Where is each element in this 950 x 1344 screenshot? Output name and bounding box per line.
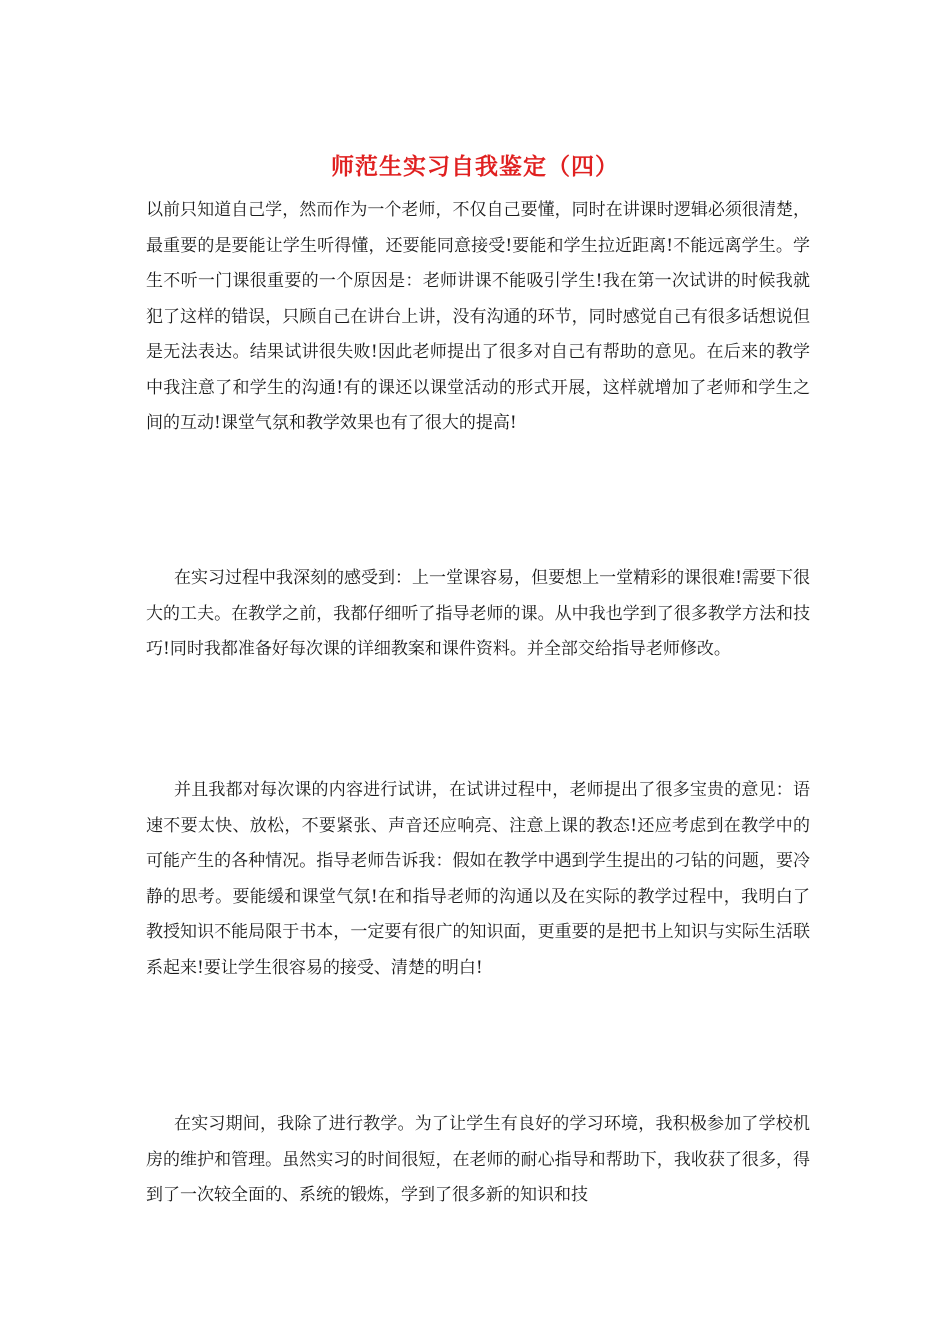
paragraph-4: 在实习期间，我除了进行教学。为了让学生有良好的学习环境，我积极参加了学校机房的维护和管理。虽然实习的时间很短，在老师的耐心指导和帮助下，我收获了很多，得到了一次较全面的、系统的锻炼，学到了很多新的知识和技 xyxy=(146,1114,810,1205)
paragraph-3: 并且我都对每次课的内容进行试讲，在试讲过程中，老师提出了很多宝贵的意见：语速不要太快、放松，不要紧张、声音还应响亮、注意上课的教态!还应考虑到在教学中的可能产生的各种情况。指导老师告诉我：假如在教学中遇到学生提出的刁钻的问题，要冷静的思考。要能缓和课堂气氛!在和指导老师的沟通以及在实际的教学过程中，我明白了教授知识不能局限于书本，一定要有很广的知识面，更重要的是把书上知识与实际生活联系起来!要让学生很容易的接受、清楚的明白! xyxy=(146,780,810,978)
paragraph-1: 以前只知道自己学，然而作为一个老师，不仅自己要懂，同时在讲课时逻辑必须很清楚，最重要的是要能让学生听得懂，还要能同意接受!要能和学生拉近距离!不能远离学生。学生不听一门课很重要的一个原因是：老师讲课不能吸引学生!我在第一次试讲的时候我就犯了这样的错误，只顾自己在讲台上讲，没有沟通的环节，同时感觉自己有很多话想说但是无法表达。结果试讲很失败!因此老师提出了很多对自己有帮助的意见。在后来的教学中我注意了和学生的沟通!有的课还以课堂活动的形式开展，这样就增加了老师和学生之间的互动!课堂气氛和教学效果也有了很大的提高! xyxy=(146,200,810,433)
paragraph-2: 在实习过程中我深刻的感受到：上一堂课容易，但要想上一堂精彩的课很难!需要下很大的工夫。在教学之前，我都仔细听了指导老师的课。从中我也学到了很多教学方法和技巧!同时我都准备好每次课的详细教案和课件资料。并全部交给指导老师修改。 xyxy=(146,568,810,659)
document-title: 师范生实习自我鉴定（四） xyxy=(331,153,619,180)
